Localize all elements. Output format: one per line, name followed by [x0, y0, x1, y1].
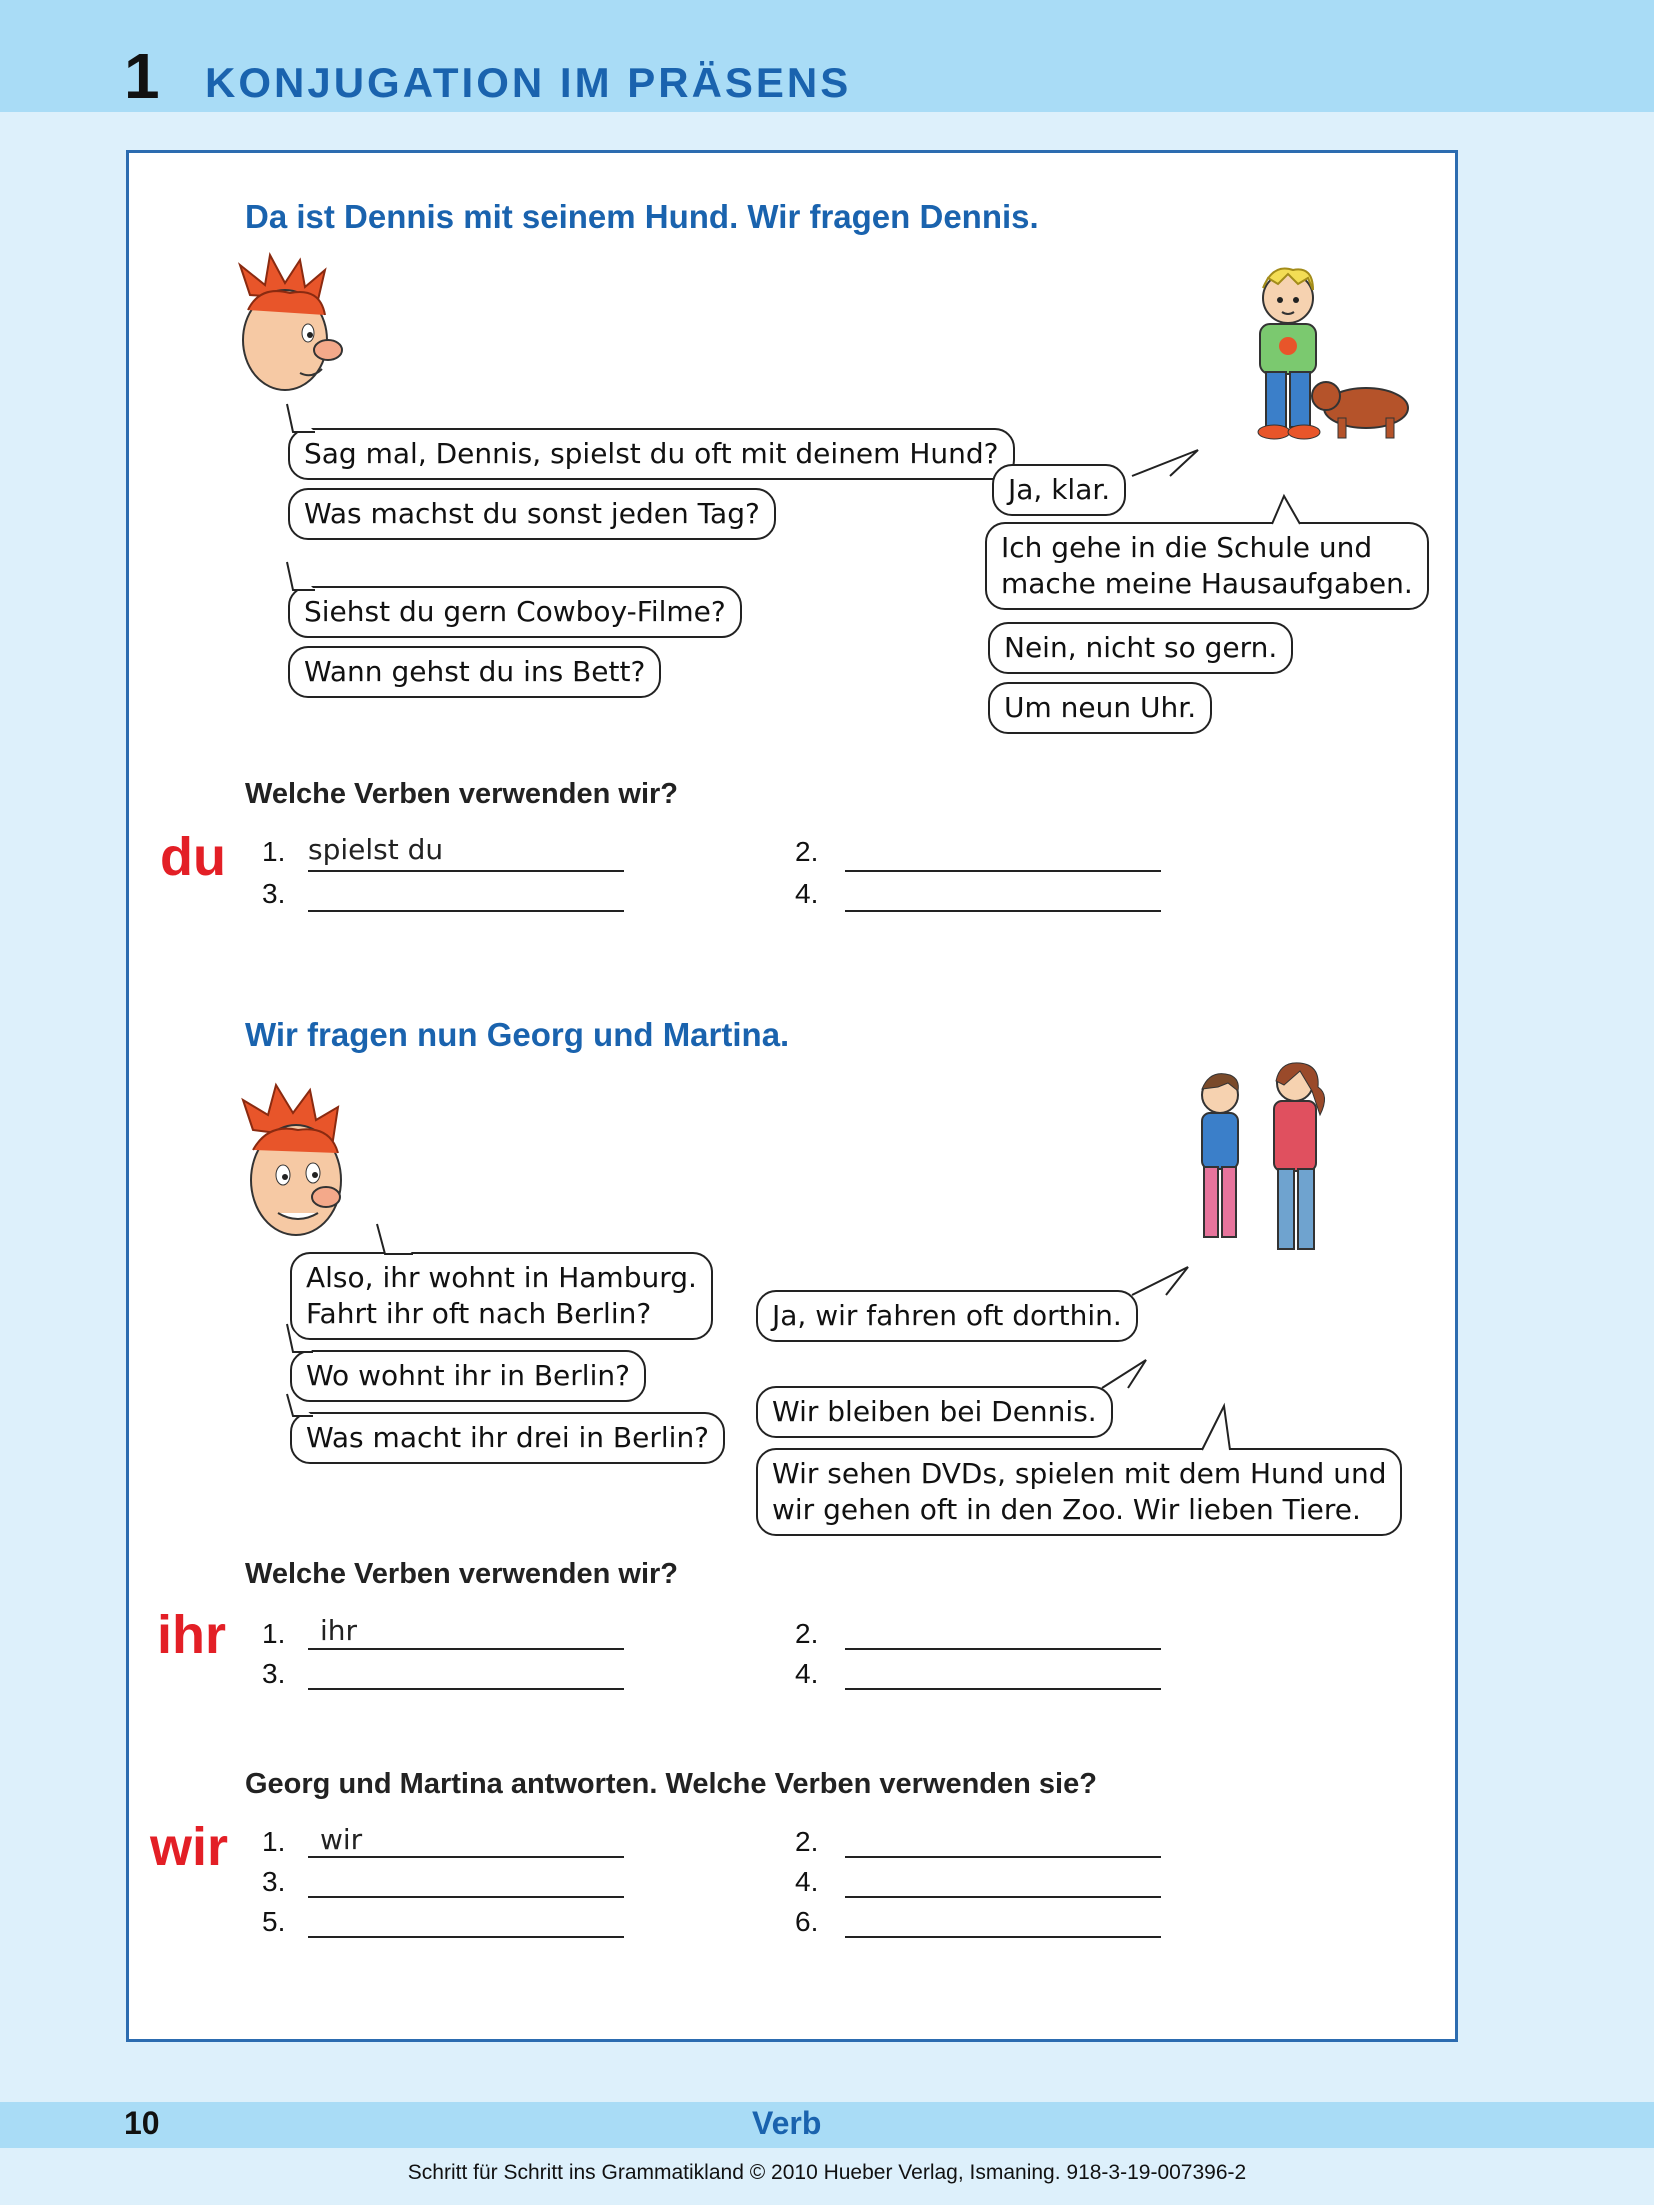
question-bubble: Wann gehst du ins Bett? — [288, 646, 661, 698]
item-number: 2. — [795, 1618, 819, 1649]
item-number: 2. — [795, 1826, 819, 1857]
page-number: 10 — [124, 2105, 160, 2141]
section-name: Verb — [752, 2105, 822, 2141]
chapter-title: KONJUGATION IM PRÄSENS — [205, 59, 852, 106]
answer-field[interactable]: ihr — [320, 1614, 358, 1647]
questioner-boy-illustration — [230, 255, 350, 405]
item-number: 3. — [262, 878, 286, 909]
item-number: 3. — [262, 1658, 286, 1689]
speech-tail — [1270, 494, 1310, 526]
item-number: 6. — [795, 1906, 819, 1937]
answer-bubble-multiline — [756, 1448, 1402, 1536]
question-bubble: Wo wohnt ihr in Berlin? — [290, 1350, 646, 1402]
question-line: Also, ihr wohnt in Hamburg. — [306, 1261, 697, 1294]
speech-tail — [285, 1392, 315, 1418]
item-number: 5. — [262, 1906, 286, 1937]
item-number: 1. — [262, 1618, 286, 1649]
answer-line: Ich gehe in die Schule und — [1001, 531, 1373, 564]
speech-tail — [375, 1222, 415, 1256]
answer-line — [845, 870, 1161, 872]
item-number: 1. — [262, 1826, 286, 1857]
question-bubble: Was machst du sonst jeden Tag? — [288, 488, 776, 540]
answer-field[interactable]: spielst du — [308, 833, 444, 866]
answer-line — [845, 1648, 1161, 1650]
answer-line — [845, 910, 1161, 912]
chapter-number: 1 — [124, 40, 160, 112]
answer-line — [308, 1936, 624, 1938]
answer-line — [845, 1896, 1161, 1898]
item-number: 2. — [795, 836, 819, 867]
answer-line — [308, 1648, 624, 1650]
answer-line — [308, 1856, 624, 1858]
speech-tail — [1130, 1265, 1190, 1297]
dennis-with-dog-illustration — [1238, 258, 1418, 448]
pronoun-label-du: du — [160, 827, 226, 887]
speech-tail — [1200, 1404, 1234, 1452]
footer-bar — [0, 2102, 1654, 2148]
answer-bubble-multiline — [985, 522, 1429, 610]
item-number: 3. — [262, 1866, 286, 1897]
answer-bubble: Um neun Uhr. — [988, 682, 1212, 734]
speech-tail — [285, 402, 325, 442]
answer-line — [308, 1896, 624, 1898]
questioner-boy-illustration — [238, 1085, 358, 1245]
exercise2-title: Welche Verben verwenden wir? — [245, 1558, 679, 1590]
answer-line: mache meine Hausaufgaben. — [1001, 566, 1413, 600]
pronoun-label-ihr: ihr — [157, 1605, 227, 1665]
question-bubble: Sag mal, Dennis, spielst du oft mit deinem Hund? — [288, 428, 1015, 480]
answer-field[interactable]: wir — [320, 1823, 363, 1856]
answer-line — [308, 870, 624, 872]
pronoun-label-wir: wir — [150, 1817, 229, 1877]
question-bubble: Siehst du gern Cowboy-Filme? — [288, 586, 742, 638]
answer-line — [845, 1688, 1161, 1690]
answer-line: Wir sehen DVDs, spielen mit dem Hund und — [772, 1457, 1387, 1490]
speech-tail — [285, 560, 325, 600]
answer-bubble: Ja, klar. — [992, 464, 1126, 516]
speech-tail — [1130, 448, 1200, 478]
section2-title: Wir fragen nun Georg und Martina. — [245, 1016, 790, 1053]
answer-line: wir gehen oft in den Zoo. Wir lieben Tiere. — [772, 1492, 1361, 1526]
exercise1-title: Welche Verben verwenden wir? — [245, 778, 679, 810]
question-line: Fahrt ihr oft nach Berlin? — [306, 1296, 652, 1330]
speech-tail — [1100, 1358, 1148, 1390]
item-number: 4. — [795, 1866, 819, 1897]
question-bubble: Was macht ihr drei in Berlin? — [290, 1412, 725, 1464]
exercise3-title: Georg und Martina antworten. Welche Verben verwenden sie? — [245, 1768, 1097, 1800]
georg-and-martina-illustration — [1180, 1055, 1350, 1285]
answer-line — [308, 910, 624, 912]
item-number: 1. — [262, 836, 286, 867]
item-number: 4. — [795, 1658, 819, 1689]
question-bubble-multiline — [290, 1252, 713, 1340]
answer-line — [308, 1688, 624, 1690]
answer-bubble: Wir bleiben bei Dennis. — [756, 1386, 1113, 1438]
item-number: 4. — [795, 878, 819, 909]
answer-bubble: Nein, nicht so gern. — [988, 622, 1293, 674]
answer-line — [845, 1856, 1161, 1858]
speech-tail — [285, 1322, 315, 1354]
answer-bubble: Ja, wir fahren oft dorthin. — [756, 1290, 1138, 1342]
copyright-credit: Schritt für Schritt ins Grammatikland © 2010 Hueber Verlag, Ismaning. 918-3-19-007396-2 — [407, 2161, 1247, 2184]
section1-title: Da ist Dennis mit seinem Hund. Wir fragen Dennis. — [245, 198, 1039, 235]
answer-line — [845, 1936, 1161, 1938]
